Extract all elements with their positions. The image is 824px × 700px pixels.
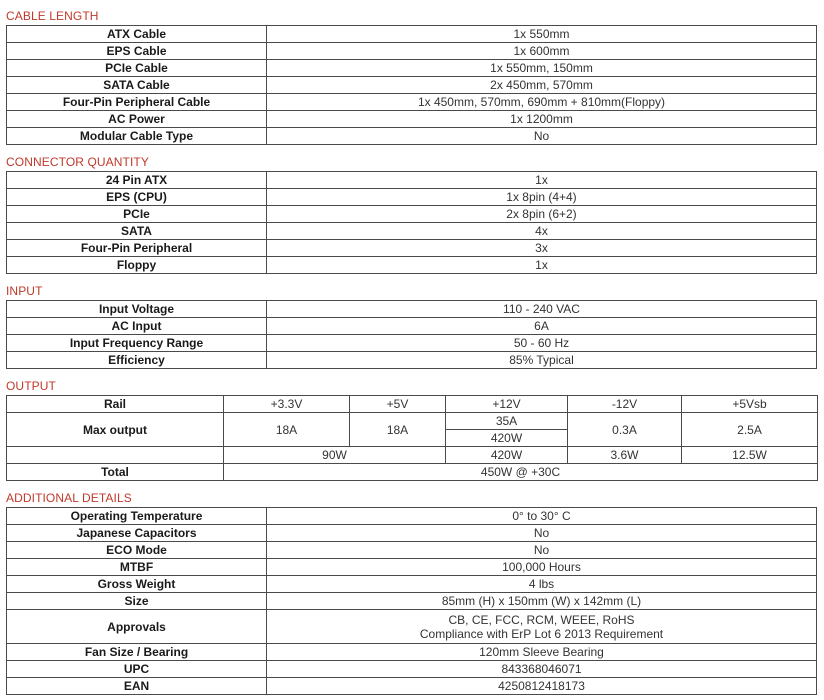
spec-label: Four-Pin Peripheral Cable	[7, 94, 267, 111]
spec-value: No	[267, 128, 817, 145]
spec-label: PCIe	[7, 206, 267, 223]
max-12v-watts: 420W	[446, 430, 568, 447]
approvals-line-1: CB, CE, FCC, RCM, WEEE, RoHS	[448, 612, 635, 627]
spec-value: 0° to 30° C	[267, 508, 817, 525]
spec-row	[7, 223, 817, 240]
spec-row	[7, 26, 817, 43]
spec-label: Modular Cable Type	[7, 128, 267, 145]
rail-label: Rail	[7, 396, 224, 413]
spec-value: No	[267, 542, 817, 559]
spec-label: SATA	[7, 223, 267, 240]
spec-value: 4250812418173	[267, 678, 817, 695]
output-watts-row	[7, 447, 818, 464]
spec-row	[7, 576, 817, 593]
spec-label: Operating Temperature	[7, 508, 267, 525]
spec-row	[7, 43, 817, 60]
rail-12v: +12V	[446, 396, 568, 413]
spec-label: ATX Cable	[7, 26, 267, 43]
spec-value: 120mm Sleeve Bearing	[267, 644, 817, 661]
spec-row	[7, 206, 817, 223]
output-table	[6, 395, 818, 481]
rail-5vsb: +5Vsb	[682, 396, 818, 413]
spec-value: 6A	[267, 318, 817, 335]
spec-label: MTBF	[7, 559, 267, 576]
spec-label: EPS (CPU)	[7, 189, 267, 206]
spec-value: 1x 1200mm	[267, 111, 817, 128]
spec-row	[7, 128, 817, 145]
spec-row	[7, 559, 817, 576]
additional-details-table	[6, 507, 817, 695]
spec-value: 1x	[267, 257, 817, 274]
spec-label: AC Input	[7, 318, 267, 335]
spec-label: Fan Size / Bearing	[7, 644, 267, 661]
spec-value: 1x 8pin (4+4)	[267, 189, 817, 206]
spec-value: 85% Typical	[267, 352, 817, 369]
spec-value: 1x 550mm, 150mm	[267, 60, 817, 77]
watts-12v: 420W	[446, 447, 568, 464]
spec-label: Efficiency	[7, 352, 267, 369]
output-rail-row	[7, 396, 818, 413]
spec-label: Size	[7, 593, 267, 610]
spec-label: EAN	[7, 678, 267, 695]
spec-label: Input Voltage	[7, 301, 267, 318]
max-5v: 18A	[350, 413, 446, 447]
spec-row	[7, 678, 817, 695]
spec-row	[7, 542, 817, 559]
spec-label: Gross Weight	[7, 576, 267, 593]
spec-row	[7, 508, 817, 525]
spec-label: ECO Mode	[7, 542, 267, 559]
section-title-cable-length: CABLE LENGTH	[6, 9, 99, 23]
spec-row	[7, 525, 817, 542]
spec-value: 1x	[267, 172, 817, 189]
max-5vsb: 2.5A	[682, 413, 818, 447]
approvals-row	[7, 610, 817, 644]
connector-quantity-table	[6, 171, 817, 274]
spec-row	[7, 240, 817, 257]
spec-label: Japanese Capacitors	[7, 525, 267, 542]
spec-label: UPC	[7, 661, 267, 678]
spec-value: 2x 8pin (6+2)	[267, 206, 817, 223]
watts-neg12v: 3.6W	[568, 447, 682, 464]
spec-value: 1x 600mm	[267, 43, 817, 60]
section-title-connector-quantity: CONNECTOR QUANTITY	[6, 155, 149, 169]
spec-value: 110 - 240 VAC	[267, 301, 817, 318]
spec-label: EPS Cable	[7, 43, 267, 60]
section-title-input: INPUT	[6, 284, 43, 298]
spec-value: 50 - 60 Hz	[267, 335, 817, 352]
spec-label: Four-Pin Peripheral	[7, 240, 267, 257]
spec-value: 4 lbs	[267, 576, 817, 593]
output-total-row	[7, 464, 818, 481]
spec-row	[7, 301, 817, 318]
spec-row	[7, 335, 817, 352]
spec-row	[7, 94, 817, 111]
total-label: Total	[7, 464, 224, 481]
watts-combined-3v3-5v: 90W	[224, 447, 446, 464]
spec-row	[7, 318, 817, 335]
spec-value: 85mm (H) x 150mm (W) x 142mm (L)	[267, 593, 817, 610]
max-3v3: 18A	[224, 413, 350, 447]
spec-row	[7, 111, 817, 128]
max-12v-amps: 35A	[446, 413, 568, 430]
approvals-line-2: Compliance with ErP Lot 6 2013 Requirement	[419, 626, 664, 641]
spec-row	[7, 172, 817, 189]
spec-row	[7, 593, 817, 610]
spec-value: 100,000 Hours	[267, 559, 817, 576]
spec-label: PCIe Cable	[7, 60, 267, 77]
watts-blank-cell	[7, 447, 224, 464]
spec-value: 1x 450mm, 570mm, 690mm + 810mm(Floppy)	[267, 94, 817, 111]
spec-value: 2x 450mm, 570mm	[267, 77, 817, 94]
approvals-value	[267, 610, 817, 644]
spec-row	[7, 352, 817, 369]
spec-label: AC Power	[7, 111, 267, 128]
spec-value: 4x	[267, 223, 817, 240]
rail-neg12v: -12V	[568, 396, 682, 413]
spec-value: 843368046071	[267, 661, 817, 678]
spec-row	[7, 77, 817, 94]
watts-5vsb: 12.5W	[682, 447, 818, 464]
spec-value: No	[267, 525, 817, 542]
cable-length-table	[6, 25, 817, 145]
spec-row	[7, 644, 817, 661]
spec-label: Input Frequency Range	[7, 335, 267, 352]
spec-value: 3x	[267, 240, 817, 257]
rail-5v: +5V	[350, 396, 446, 413]
section-title-output: OUTPUT	[6, 379, 56, 393]
spec-label: 24 Pin ATX	[7, 172, 267, 189]
input-table	[6, 300, 817, 369]
total-value: 450W @ +30C	[224, 464, 818, 481]
spec-label: SATA Cable	[7, 77, 267, 94]
max-output-label: Max output	[7, 413, 224, 447]
spec-row	[7, 60, 817, 77]
spec-row	[7, 189, 817, 206]
approvals-label: Approvals	[7, 610, 267, 644]
spec-row	[7, 257, 817, 274]
output-max-row-1	[7, 413, 818, 430]
spec-value: 1x 550mm	[267, 26, 817, 43]
section-title-additional-details: ADDITIONAL DETAILS	[6, 491, 132, 505]
spec-label: Floppy	[7, 257, 267, 274]
rail-3v3: +3.3V	[224, 396, 350, 413]
spec-row	[7, 661, 817, 678]
max-neg12v: 0.3A	[568, 413, 682, 447]
